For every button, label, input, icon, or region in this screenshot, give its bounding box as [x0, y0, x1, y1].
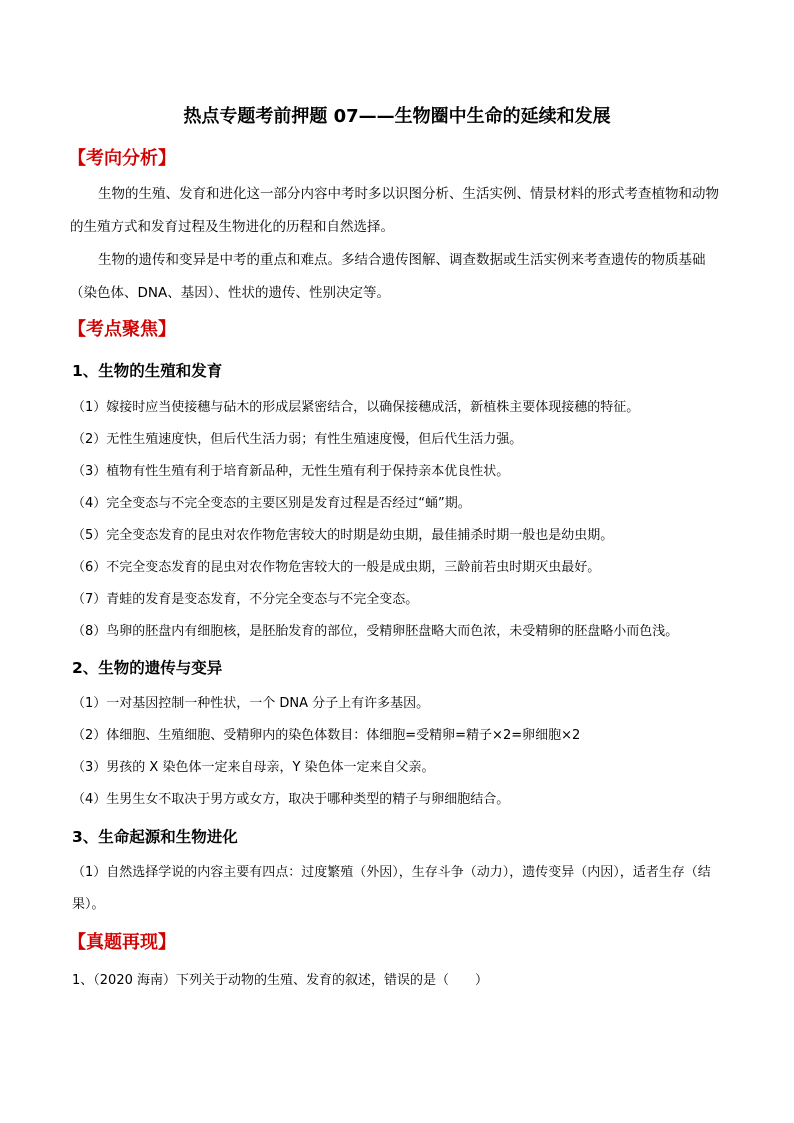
- topic1-heading: 1、生物的生殖和发育: [72, 362, 223, 380]
- topic1-item: （2）无性生殖速度快，但后代生活力弱；有性生殖速度慢，但后代生活力强。: [72, 432, 523, 447]
- topic1-item: （3）植物有性生殖有利于培育新品种，无性生殖有利于保持亲本优良性状。: [72, 464, 510, 479]
- page-title: 热点专题考前押题 07——生物圈中生命的延续和发展: [183, 106, 611, 127]
- analysis-paragraph-1: 生物的生殖、发育和进化这一部分内容中考时多以识图分析、生活实例、情景材料的形式考查植物和动物的生殖方式和发育过程及生物进化的历程和自然选择。: [70, 186, 719, 235]
- topic1-item: （1）嫁接时应当使接穗与砧木的形成层紧密结合，以确保接穗成活，新植株主要体现接穗的特征。: [72, 400, 640, 415]
- topic3-heading: 3、生命起源和生物进化: [72, 828, 238, 846]
- topic1-item: （8）鸟卵的胚盘内有细胞核，是胚胎发育的部位，受精卵胚盘略大而色浓，未受精卵的胚盘略小而色浅。: [72, 624, 679, 639]
- topic2-heading: 2、生物的遗传与变异: [72, 659, 223, 677]
- question-1: 1、（2020 海南）下列关于动物的生殖、发育的叙述，错误的是（ ）: [72, 973, 488, 988]
- topic2-item: （2）体细胞、生殖细胞、受精卵内的染色体数目：体细胞=受精卵=精子×2=卵细胞×2: [72, 728, 581, 743]
- topic1-item: （6）不完全变态发育的昆虫对农作物危害较大的一般是成虫期，三龄前若虫时期灭虫最好。: [72, 560, 601, 575]
- analysis-paragraph-2: 生物的遗传和变异是中考的重点和难点。多结合遗传图解、调查数据或生活实例来考查遗传的物质基础（染色体、DNA、基因）、性状的遗传、性别决定等。: [70, 252, 706, 301]
- section-heading-focus: 【考点聚焦】: [68, 319, 176, 340]
- section-heading-analysis: 【考向分析】: [68, 148, 176, 169]
- section-heading-real-questions: 【真题再现】: [68, 932, 176, 953]
- topic2-item: （1）一对基因控制一种性状，一个 DNA 分子上有许多基因。: [72, 696, 430, 711]
- topic2-item: （4）生男生女不取决于男方或女方，取决于哪种类型的精子与卵细胞结合。: [72, 792, 510, 807]
- topic1-item: （4）完全变态与不完全变态的主要区别是发育过程是否经过“蛹”期。: [72, 496, 471, 511]
- topic1-item: （7）青蛙的发育是变态发育，不分完全变态与不完全变态。: [72, 592, 419, 607]
- topic3-item: （1）自然选择学说的内容主要有四点：过度繁殖（外因），生存斗争（动力），遗传变异（内因），适者生存（结果）。: [72, 865, 711, 912]
- topic2-item: （3）男孩的 X 染色体一定来自母亲，Y 染色体一定来自父亲。: [72, 760, 435, 775]
- topic1-item: （5）完全变态发育的昆虫对农作物危害较大的时期是幼虫期，最佳捕杀时期一般也是幼虫期。: [72, 528, 614, 543]
